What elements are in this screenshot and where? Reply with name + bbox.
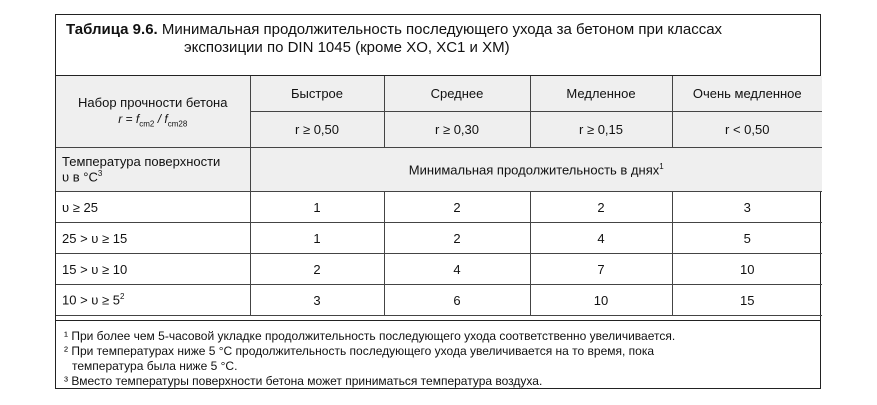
table-cell: 10	[672, 254, 822, 285]
strength-header-cell	[56, 76, 250, 148]
col-header-slow: Медленное	[530, 76, 672, 112]
table-cell: 3	[672, 192, 822, 223]
table-row	[56, 254, 822, 285]
col-header-very-slow: Очень медленное	[672, 76, 822, 112]
footnote-1: ¹ При более чем 5-часовой укладке продолжительность последующего ухода соответственно увеличивается.	[64, 329, 676, 343]
table-number: Таблица 9.6.	[66, 21, 158, 38]
row-label: 15 > υ ≥ 10	[56, 254, 250, 285]
table-cell: 3	[250, 285, 384, 316]
table-cell: 1	[250, 192, 384, 223]
col-header-fast: Быстрое	[250, 76, 384, 112]
ratio-medium: r ≥ 0,30	[384, 112, 530, 148]
footnote-3: ³ Вместо температуры поверхности бетона может приниматься температура воздуха.	[64, 374, 543, 388]
table-title	[56, 15, 820, 76]
row-label: $10 > \upsilon \ge 5^2$	[56, 285, 250, 316]
temp-label-2: υ в °C	[62, 169, 98, 185]
table-cell: 15	[672, 285, 822, 316]
strength-formula: $r = f_{cm2} / f_{cm28}$	[118, 111, 188, 129]
table-cell: 4	[530, 223, 672, 254]
strength-label: Набор прочности бетона	[78, 94, 228, 110]
table-cell: 1	[250, 223, 384, 254]
ratio-very-slow: r < 0,50	[672, 112, 822, 148]
curing-table	[56, 76, 822, 316]
temp-sup: 3	[97, 169, 103, 179]
table-cell: 7	[530, 254, 672, 285]
title-line-2: экспозиции по DIN 1045 (кроме XO, XC1 и XM)	[184, 39, 510, 56]
ratio-fast: r ≥ 0,50	[250, 112, 384, 148]
table-cell: 5	[672, 223, 822, 254]
table-cell: 2	[530, 192, 672, 223]
footnote-2b: температура была ниже 5 °C.	[72, 359, 238, 373]
table-frame	[55, 14, 821, 389]
row-label: υ ≥ 25	[56, 192, 250, 223]
table-cell: 10	[530, 285, 672, 316]
title-line-1: Минимальная продолжительность последующего ухода за бетоном при классах	[157, 21, 723, 38]
col-header-medium: Среднее	[384, 76, 530, 112]
temp-header-cell	[56, 148, 250, 192]
ratio-slow: r ≥ 0,15	[530, 112, 672, 148]
temp-label-1: Температура поверхности	[62, 154, 221, 170]
table-cell: 2	[384, 223, 530, 254]
table-row	[56, 223, 822, 254]
footnote-2a: ² При температурах ниже 5 °C продолжительность последующего ухода увеличивается на то время, пока	[64, 344, 655, 358]
table-cell: 2	[250, 254, 384, 285]
table-cell: 6	[384, 285, 530, 316]
table-row	[56, 192, 822, 223]
footnotes	[56, 320, 820, 389]
table-cell: 4	[384, 254, 530, 285]
min-duration-header: Минимальная продолжительность в днях$^1$	[250, 148, 822, 192]
table-row	[56, 285, 822, 316]
row-label: 25 > υ ≥ 15	[56, 223, 250, 254]
table-cell: 2	[384, 192, 530, 223]
